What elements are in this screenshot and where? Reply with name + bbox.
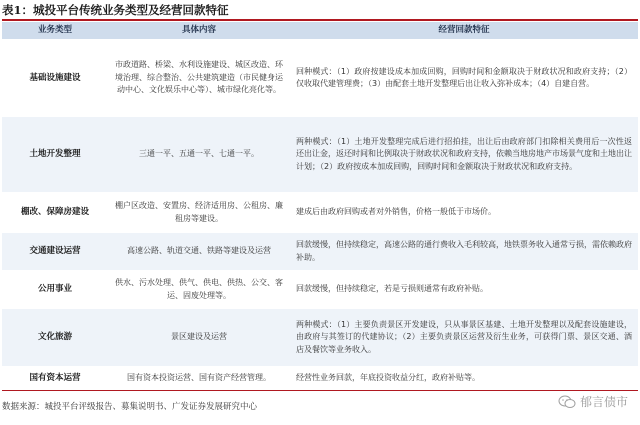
table-row	[2, 193, 638, 233]
row-feature: 两种模式：（1）主要负责景区开发建设，只从事景区基建、土地开发整理以及配套设施建设，由政府与其签订的代建协议；（2）主要负责景区运营及衍生业务，可获得门票、景区交通、酒店及餐饮等业务收入。	[290, 309, 638, 367]
table-row	[2, 271, 638, 309]
table-row	[2, 233, 638, 271]
row-content: 棚户区改造、安置房、经济适用房、公租房、廉租房等建设。	[108, 193, 290, 233]
row-type: 公用事业	[2, 271, 108, 309]
row-feature: 回种模式：（1）政府按建设成本加成回购，回购时间和金额取决于财政状况和政府支持；（2）仅收取代建管理费；（3）由配套土地开发整理后出让收入弥补成本；（4）自建自营。	[290, 40, 638, 117]
row-type: 土地开发整理	[2, 117, 108, 193]
table-row	[2, 40, 638, 117]
row-content: 市政道路、桥梁、水利设施建设、城区改造、环境治理、综合整治、公共建筑建造（市民健身运动中心、文化娱乐中心等）、城市绿化亮化等。	[108, 40, 290, 117]
row-feature: 两种模式：（1）土地开发整理完成后进行招拍挂，出让后由政府部门扣除相关费用后一次性返还出让金，返还时间和比例取决于财政状况和政府支持，依赖当地房地产市场景气度和土地出让计划；（2）政府按成本加成回购，回购时间和金额取决于财政状况和政府支持。	[290, 117, 638, 193]
row-type: 基础设施建设	[2, 40, 108, 117]
table-row	[2, 367, 638, 391]
header-feature: 经营回款特征	[290, 22, 638, 40]
data-source-note: 数据来源：城投平台评级报告、募集说明书、广发证券发展研究中心	[2, 402, 258, 412]
row-type: 棚改、保障房建设	[2, 193, 108, 233]
row-content: 高速公路、轨道交通、铁路等建设及运营	[108, 233, 290, 271]
business-type-table	[2, 22, 638, 391]
table-title: 表1：城投平台传统业务类型及经营回款特征	[2, 3, 229, 17]
row-feature: 经营性业务回款，年底投资收益分红，政府补贴等。	[290, 367, 638, 391]
watermark-text: 郁言债市	[579, 395, 628, 409]
watermark	[558, 393, 628, 410]
title-divider	[2, 19, 638, 21]
row-feature: 建成后由政府回购或者对外销售，价格一般低于市场价。	[290, 193, 638, 233]
header-content: 具体内容	[108, 22, 290, 40]
row-type: 国有资本运营	[2, 367, 108, 391]
row-content: 三通一平、五通一平、七通一平。	[108, 117, 290, 193]
table-row	[2, 309, 638, 367]
row-content: 供水、污水处理、供气、供电、供热、公交、客运、固废处理等。	[108, 271, 290, 309]
row-feature: 回款缓慢，但持续稳定，若是亏损则通常有政府补贴。	[290, 271, 638, 309]
table-row	[2, 117, 638, 193]
row-feature: 回款缓慢，但持续稳定，高速公路的通行费收入毛利较高，地铁票务收入通常亏损，需依赖政府补助。	[290, 233, 638, 271]
row-content: 景区建设及运营	[108, 309, 290, 367]
table-header-row	[2, 22, 638, 40]
row-type: 交通建设运营	[2, 233, 108, 271]
header-business-type: 业务类型	[2, 22, 108, 40]
row-content: 国有资本投资运营、国有资产经营管理。	[108, 367, 290, 391]
wechat-icon	[558, 395, 576, 409]
row-type: 文化旅游	[2, 309, 108, 367]
